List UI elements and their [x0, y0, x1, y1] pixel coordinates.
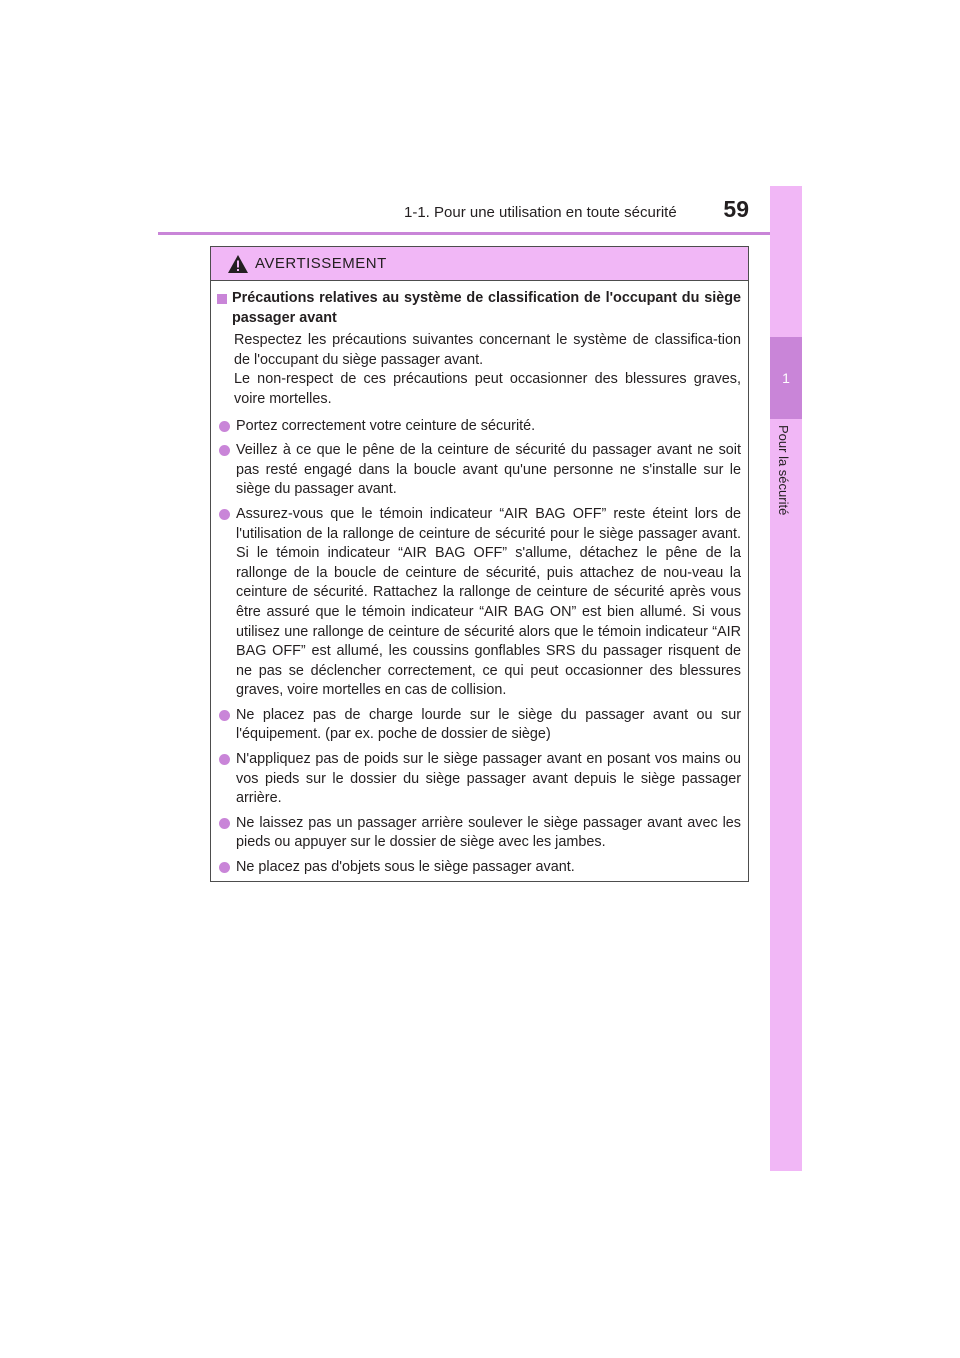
section-header-title: 1-1. Pour une utilisation en toute sécurité [404, 204, 677, 221]
warning-header-label: AVERTISSEMENT [255, 255, 387, 272]
list-item-text: Veillez à ce que le pêne de la ceinture de sécurité du passager avant ne soit pas resté engagé dans la boucle avant qu'une personne ne s'installe sur le siège du passager avant. [236, 442, 741, 498]
page-number: 59 [723, 196, 749, 222]
round-bullet-icon [219, 445, 230, 456]
list-item [217, 814, 741, 853]
warning-triangle-icon [227, 254, 249, 274]
list-item-text: Ne laissez pas un passager arrière soulever le siège passager avant avec les pieds ou appuyer sur le dossier de siège avec les jambes. [236, 814, 741, 851]
list-item [217, 417, 741, 437]
list-item [217, 706, 741, 745]
round-bullet-icon [219, 862, 230, 873]
round-bullet-icon [219, 710, 230, 721]
list-item [217, 858, 741, 878]
intro-paragraph: Le non-respect de ces précautions peut occasionner des blessures graves, voire mortelles. [234, 371, 741, 407]
warning-section-title-text: Précautions relatives au système de classification de l'occupant du siège passager avant [232, 290, 741, 326]
list-item-text: Portez correctement votre ceinture de sécurité. [236, 417, 536, 434]
warning-header [211, 247, 748, 281]
round-bullet-icon [219, 818, 230, 829]
list-item [217, 750, 741, 809]
intro-paragraph: Respectez les précautions suivantes concernant le système de classifica-tion de l'occupant du siège passager avant. [234, 332, 741, 368]
chapter-number-tab: 1 [770, 337, 802, 419]
list-item [217, 505, 741, 701]
list-item-text: Assurez-vous que le témoin indicateur “AIR BAG OFF” reste éteint lors de l'utilisation de la rallonge de ceinture de sécurité pour le siège passager avant. Si le témoin indicateur “AIR BAG OFF” s'allume, détachez le pêne de la rallonge de la boucle de ceinture de sécurité, puis attachez de nou-veau la ceinture de sécurité. Rattachez la rallonge de ceinture de sécurité après vous être assuré que le témoin indicateur “AIR BAG ON” est bien allumé. Si vous utilisez une rallonge de ceinture de sécurité alors que le témoin indicateur “AIR BAG OFF” est allumé, les coussins gonflables SRS du passager risquent de ne pas se déclencher correctement, ce qui peut occasionner des blessures graves, voire mortelles en cas de collision. [236, 505, 741, 699]
header-divider [158, 232, 802, 235]
list-item-text: Ne placez pas d'objets sous le siège passager avant. [236, 859, 575, 876]
list-item-text: Ne placez pas de charge lourde sur le siège du passager avant ou sur l'équipement. (par ex. poche de dossier de siège) [236, 706, 741, 743]
round-bullet-icon [219, 754, 230, 765]
list-item [217, 441, 741, 500]
chapter-label: Pour la sécurité [776, 425, 791, 516]
list-item-text: N'appliquez pas de poids sur le siège passager avant en posant vos mains ou vos pieds sur le dossier du siège passager avant depuis le siège passager arrière. [236, 751, 741, 807]
warning-section-title [217, 289, 741, 328]
round-bullet-icon [219, 509, 230, 520]
chapter-side-tab [770, 186, 802, 1171]
round-bullet-icon [219, 421, 230, 432]
warning-box [210, 246, 749, 882]
square-bullet-icon [217, 294, 227, 304]
warning-body [211, 281, 748, 878]
precaution-list [217, 417, 741, 878]
